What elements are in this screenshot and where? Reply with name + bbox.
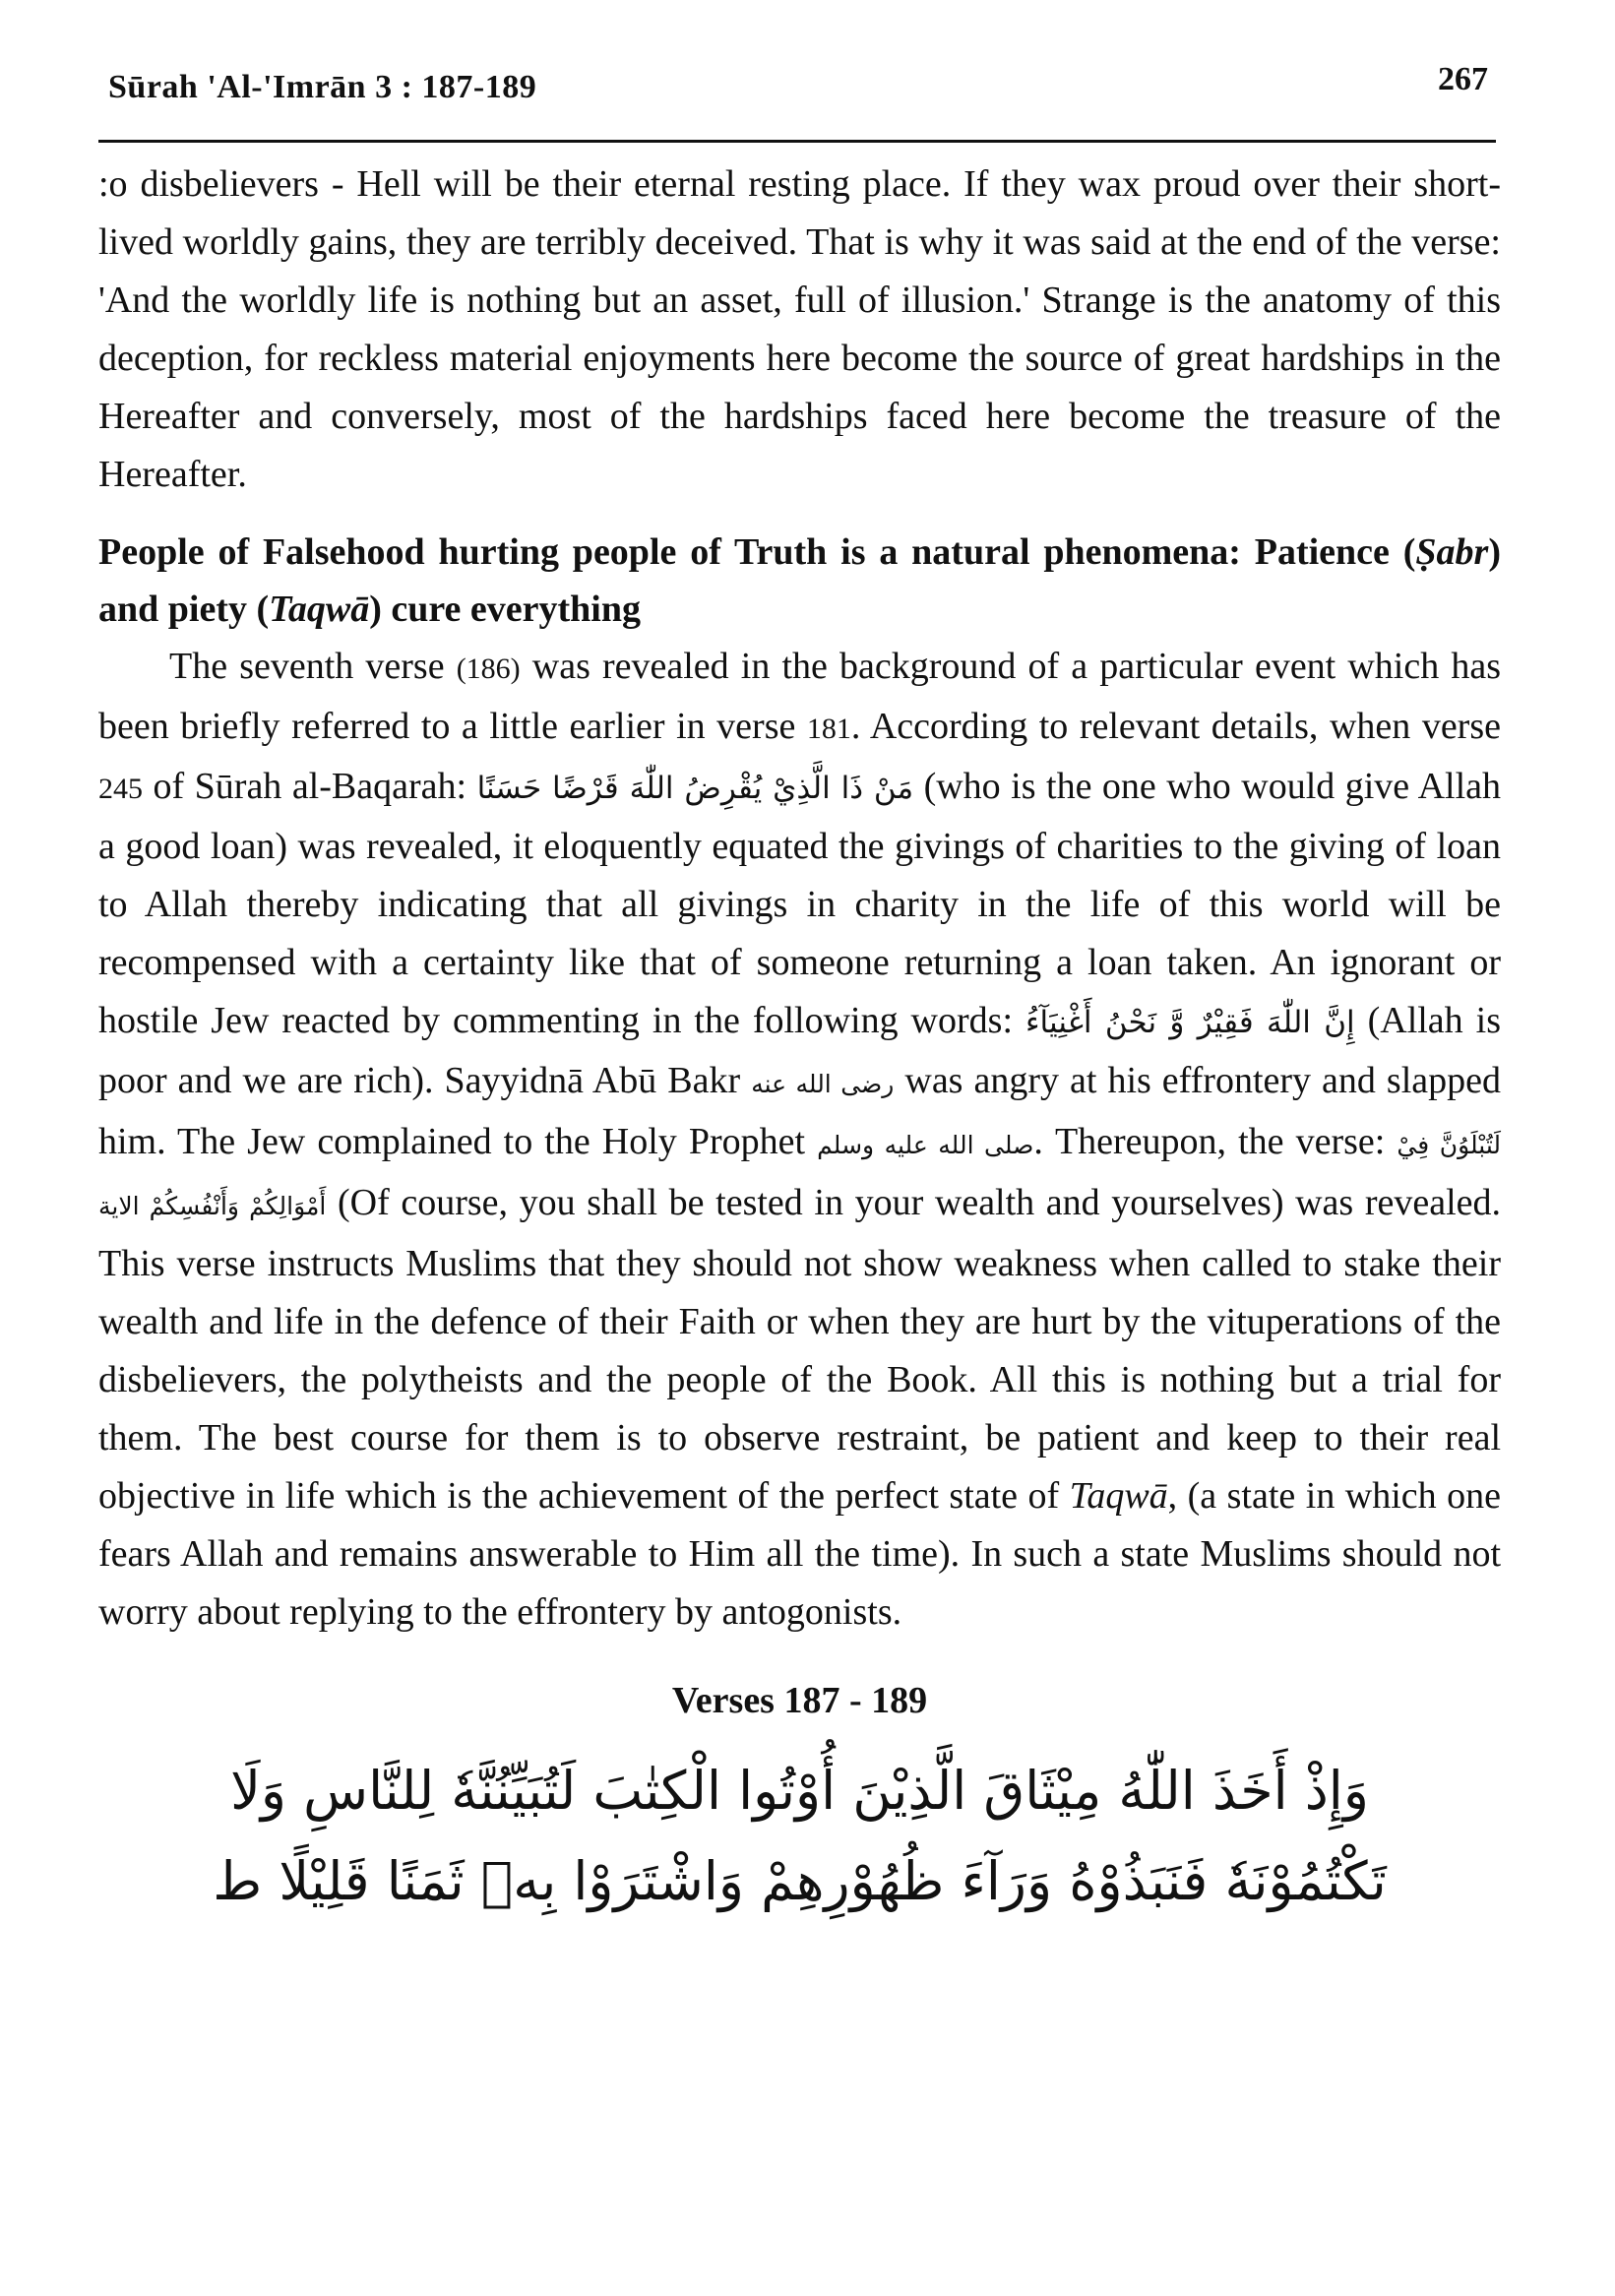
verse-number: 245 <box>98 773 143 805</box>
verses-title: Verses 187 - 189 <box>671 1680 928 1721</box>
arabic-quote-baqarah: مَنْ ذَا الَّذِيْ يُقْرِضُ اللّٰهَ قَرْضًا حَسَنًا <box>476 771 914 806</box>
arabic-verse-line-1: وَإِذْ أَخَذَ اللّٰهُ مِيْثَاقَ الَّذِيْنَ أُوْتُوا الْكِتٰبَ لَتُبَيِّنُنَّهٗ لِلنَّاسِ وَلَا <box>230 1760 1369 1822</box>
heading-term-sabr: Ṣabr <box>1415 531 1489 573</box>
body-text <box>98 155 1501 1927</box>
heading-part-3: ) cure everything <box>369 589 641 630</box>
arabic-honorific-salawat: صلى الله عليه وسلم <box>817 1131 1034 1159</box>
text-run: . Thereupon, the verse: <box>1033 1121 1398 1162</box>
arabic-verse-line-2: تَكْتُمُوْنَهٗ فَنَبَذُوْهُ وَرَآءَ ظُهُوْرِهِمْ وَاشْتَرَوْا بِهٖ ثَمَنًا قَلِيْلًا ط <box>213 1850 1387 1912</box>
heading-term-taqwa: Taqwā <box>269 589 370 630</box>
heading-part-2: ) and piety ( <box>98 531 1501 630</box>
text-run: (Allah is poor and we are rich). Sayyidnā Abū Bakr <box>98 1000 1501 1101</box>
running-head: Sūrah 'Al-'Imrān 3 : 187-189 <box>108 69 537 105</box>
text-run: The seventh verse <box>169 646 457 687</box>
paragraph-verse-186 <box>98 638 1501 1642</box>
arabic-quote-allah-poor: إِنَّ اللّٰهَ فَقِيْرٌ وَّ نَحْنُ أَغْنِيَآءُ <box>1025 1005 1355 1040</box>
text-run: (Of course, you shall be tested in your wealth and yourselves) was revealed. This verse instructs Muslims that they should not show weakness when called to stake their wealth and life in the defence of their Faith or when they are hurt by the vituperations of the disbelievers, the polytheists and the people of the Book. All this is nothing but a trial for them. The best course for them is to observe restraint, be patient and keep to their real objective in life which is the achievement of the perfect state of <box>98 1182 1501 1517</box>
paragraph-continuation: :o disbelievers - Hell will be their eternal resting place. If they wax proud over their short-lived worldly gains, they are terribly deceived. That is why it was said at the end of the verse: 'And the worldly life is nothing but an asset, full of illusion.' Strange is the anatomy of this deception, for reckless material enjoyments here become the source of great hardships in the Hereafter and conversely, most of the hardships faced here become the treasure of the Hereafter. <box>98 163 1501 495</box>
heading-part-1: People of Falsehood hurting people of Truth is a natural phenomena: Patience ( <box>98 531 1416 573</box>
text-run: was revealed in the background of a particular event which has been briefly referred to a little earlier in verse <box>98 646 1501 747</box>
text-run: , (a state in which one fears Allah and remains answerable to Him all the time). In such a state Muslims should not worry about replying to the effrontery by antogonists. <box>98 1475 1502 1633</box>
page-header <box>108 61 1488 140</box>
header-rule <box>98 140 1496 143</box>
text-run: . According to relevant details, when verse <box>850 706 1501 747</box>
arabic-honorific-radhi: رضى الله عنه <box>751 1070 895 1098</box>
text-run: (who is the one who would give Allah a good loan) was revealed, it eloquently equated the givings of charities to the giving of loan to Allah thereby indicating that all givings in charity in the life of this world will be recompensed with a certainty like that of someone returning a loan taken. An ignorant or hostile Jew reacted by commenting in the following words: <box>98 766 1502 1041</box>
verse-number: 181 <box>806 713 851 745</box>
verse-number: (186) <box>456 652 521 685</box>
arabic-verses <box>98 1746 1501 1927</box>
text-run: of Sūrah al-Baqarah: <box>143 766 477 807</box>
page-number: 267 <box>1438 61 1488 97</box>
term-taqwa: Taqwā <box>1069 1475 1168 1517</box>
arabic-quote-tested: لَتُبْلَوُنَّ فِيْ أَمْوَالِكُمْ وَأَنْفُسِكُمْ الاية <box>98 1131 1501 1220</box>
section-heading <box>98 524 1501 638</box>
text-run: was angry at his effrontery and slapped him. The Jew complained to the Holy Prophet <box>98 1060 1501 1162</box>
